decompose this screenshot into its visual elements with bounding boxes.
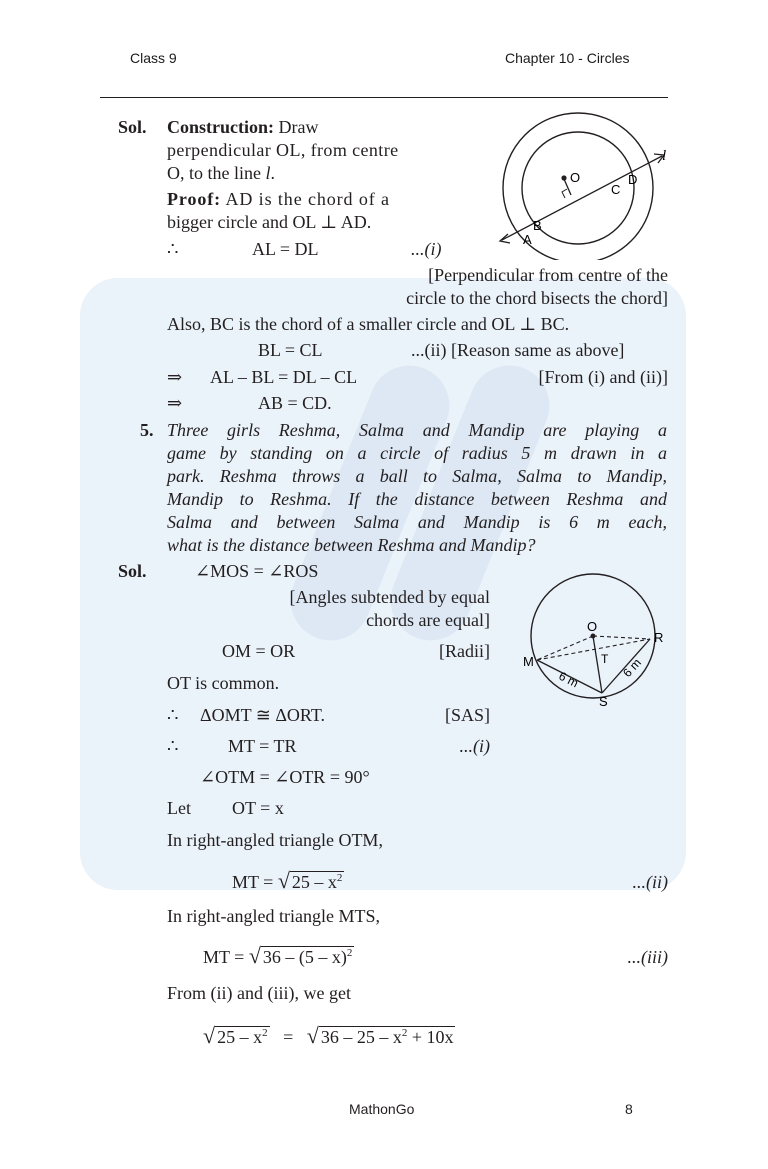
fig1-label-a: A bbox=[523, 232, 532, 247]
let-label: Let bbox=[167, 798, 191, 818]
radii-reason: [Radii] bbox=[439, 641, 490, 661]
ot-common: OT is common. bbox=[167, 673, 280, 693]
eq-al-bl: AL – BL = DL – CL bbox=[210, 367, 358, 387]
footer-page-number: 8 bbox=[625, 1101, 633, 1117]
therefore-symbol-3: ∴ bbox=[167, 736, 179, 756]
implies-symbol-1: ⇒ bbox=[167, 367, 183, 387]
implies-symbol-2: ⇒ bbox=[167, 393, 183, 413]
q5-line-4: Mandip to Reshma. If the distance between Reshma and bbox=[167, 489, 667, 509]
sol2-reason-1: [Angles subtended by equal bbox=[289, 587, 490, 607]
final-equation: √ $25 - x^2$ = √ $36 - 25 - x^2 + 10x$ bbox=[203, 1023, 454, 1048]
construction-line-1: Construction: Draw bbox=[167, 117, 319, 137]
reason-line-2: circle to the chord bisects the chord] bbox=[406, 288, 668, 308]
construction-line-3: O, to the line l. bbox=[167, 163, 275, 183]
ref-ii: ...(ii) bbox=[632, 872, 668, 892]
eq-mt-sqrt-ii: MT = √ $25 - x^2$ bbox=[232, 868, 343, 893]
fig1-label-l: l bbox=[662, 148, 667, 164]
also-line: Also, BC is the chord of a smaller circle and OL ⊥ BC. bbox=[167, 314, 570, 334]
eq-angle-otm: ∠OTM = ∠OTR = 90° bbox=[200, 767, 370, 787]
fig1-label-o: O bbox=[570, 170, 581, 185]
header-chapter: Chapter 10 - Circles bbox=[505, 50, 630, 66]
header-rule bbox=[100, 97, 668, 98]
eq-al-dl: AL = DL bbox=[252, 239, 319, 259]
fig1-label-b: B bbox=[533, 218, 542, 233]
fig2-label-r: R bbox=[654, 630, 664, 645]
in-triangle-otm: In right-angled triangle OTM, bbox=[167, 830, 383, 850]
sol2-label: Sol. bbox=[118, 561, 147, 581]
fig2-label-t: T bbox=[601, 652, 609, 666]
sas-reason: [SAS] bbox=[444, 705, 490, 725]
therefore-symbol-2: ∴ bbox=[167, 705, 179, 725]
fig2-label-m: M bbox=[523, 654, 534, 669]
eq-angles: ∠MOS = ∠ROS bbox=[195, 561, 319, 581]
eq-bl-cl: BL = CL bbox=[258, 340, 323, 360]
q5-line-5: Salma and between Salma and Mandip is 6 m each, bbox=[167, 512, 667, 532]
construction-line-2: perpendicular OL, from centre bbox=[167, 140, 399, 160]
therefore-symbol: ∴ bbox=[167, 239, 179, 259]
footer-brand: MathonGo bbox=[349, 1101, 415, 1117]
eq-mt-tr: MT = TR bbox=[228, 736, 297, 756]
eq-mt-sqrt-iii: MT = √ 36 – (5 – x)$^2$ bbox=[203, 943, 353, 968]
proof-line-1: Proof: AD is the chord of a bbox=[167, 189, 390, 209]
q5-line-3: park. Reshma throws a ball to Salma, Salma to Mandip, bbox=[167, 466, 667, 486]
q5-number: 5. bbox=[140, 420, 154, 440]
concentric-circles-figure bbox=[490, 110, 690, 260]
circle-triangle-figure bbox=[520, 570, 680, 710]
from-ii-iii: From (ii) and (iii), we get bbox=[167, 983, 351, 1003]
proof-line-2: bigger circle and OL ⊥ AD. bbox=[167, 212, 372, 232]
fig1-label-c: C bbox=[611, 182, 621, 197]
eq-om-or: OM = OR bbox=[222, 641, 296, 661]
ref-iii: ...(iii) bbox=[627, 947, 668, 967]
q5-line-2: game by standing on a circle of radius 5 m drawn in a bbox=[167, 443, 667, 463]
sol2-reason-2: chords are equal] bbox=[366, 610, 490, 630]
from-i-ii: [From (i) and (ii)] bbox=[538, 367, 668, 387]
in-triangle-mts: In right-angled triangle MTS, bbox=[167, 906, 380, 926]
reason-line-1: [Perpendicular from centre of the bbox=[428, 265, 668, 285]
sol2-ref-i: ...(i) bbox=[459, 736, 490, 756]
eq-ab-cd: AB = CD. bbox=[258, 393, 332, 413]
fig2-label-6m-right: 6 m bbox=[620, 655, 644, 680]
q5-line-1: Three girls Reshma, Salma and Mandip are playing a bbox=[167, 420, 667, 440]
fig2-label-s: S bbox=[599, 694, 608, 709]
fig1-label-d: D bbox=[628, 172, 638, 187]
congruent-statement: ΔOMT ≅ ΔORT. bbox=[200, 705, 325, 725]
eq-ot-x: OT = x bbox=[232, 798, 284, 818]
fig2-label-o: O bbox=[587, 619, 598, 634]
sol1-label: Sol. bbox=[118, 117, 147, 137]
ref-ii-reason: ...(ii) [Reason same as above] bbox=[411, 340, 625, 360]
header-class: Class 9 bbox=[130, 50, 177, 66]
q5-line-6: what is the distance between Reshma and Mandip? bbox=[167, 535, 536, 555]
fig2-label-6m-left: 6 m bbox=[556, 668, 581, 691]
ref-i: ...(i) bbox=[411, 239, 442, 259]
